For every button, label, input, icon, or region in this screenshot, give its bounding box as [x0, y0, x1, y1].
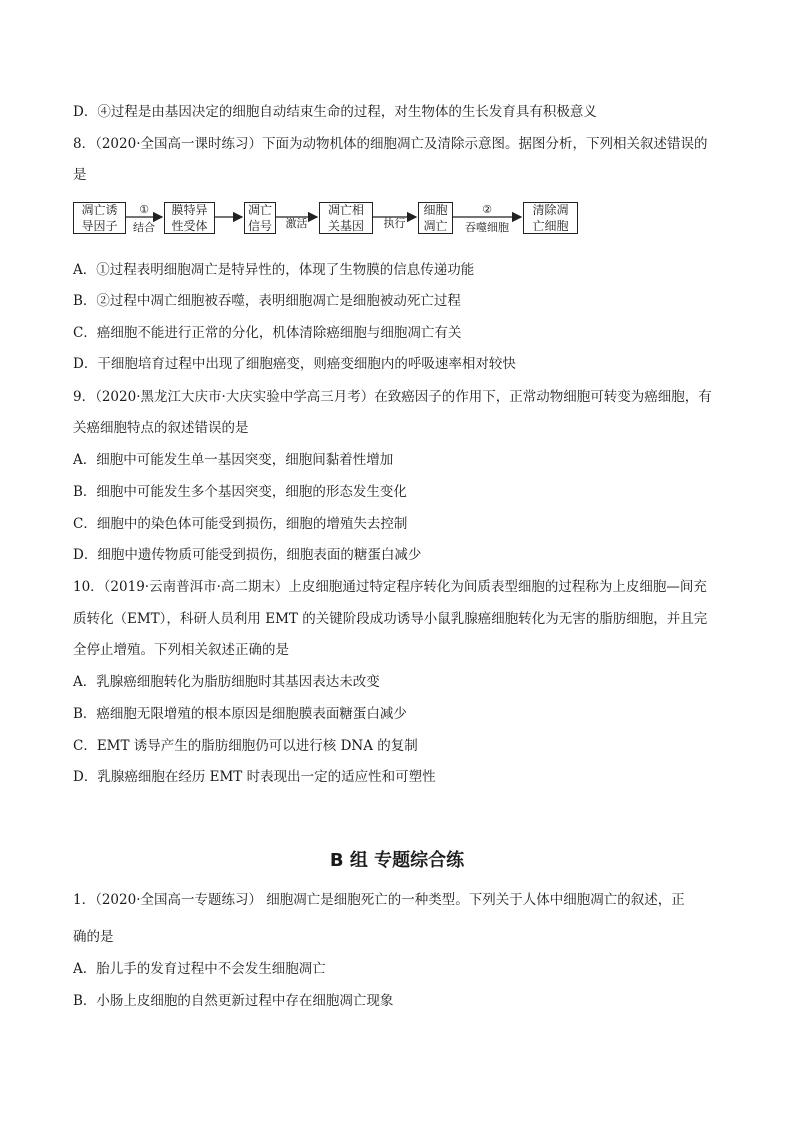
- question-1-stem: 1．（2020·全国高一专题练习） 细胞凋亡是细胞死亡的一种类型。下列关于人体中细胞凋亡的叙述，正: [73, 892, 685, 908]
- question-1-stem: 确的是: [73, 929, 114, 945]
- box-clear-apoptotic-cell: 清除凋 亡细胞: [523, 202, 578, 234]
- option-a: A．乳腺癌细胞转化为脂肪细胞时其基因表达未改变: [73, 674, 380, 690]
- option-a: A．胎儿手的发育过程中不会发生细胞凋亡: [73, 961, 326, 977]
- question-8-stem: 是: [73, 167, 87, 183]
- arrow-label-5-bottom: 吞噬细胞: [465, 221, 509, 234]
- arrow-label-1-top: ①: [139, 203, 149, 216]
- question-10-stem: 全停止增殖。下列相关叙述正确的是: [73, 642, 289, 658]
- arrow-label-5-top: ②: [482, 203, 492, 216]
- arrow-label-4-bottom: 执行: [383, 217, 406, 230]
- box-apoptosis-signal: 凋亡 信号: [244, 202, 276, 234]
- question-9-stem: 9．（2020·黑龙江大庆市·大庆实验中学高三月考）在致癌因子的作用下，正常动物细胞可转变为癌细胞，有: [73, 389, 712, 405]
- option-d: D．细胞中遗传物质可能受到损伤，细胞表面的糖蛋白减少: [73, 547, 422, 563]
- option-b: B．细胞中可能发生多个基因突变，细胞的形态发生变化: [73, 484, 407, 500]
- box-apoptosis-genes: 凋亡相 关基因: [319, 202, 373, 234]
- option-d: D．干细胞培育过程中出现了细胞癌变，则癌变细胞内的呼吸速率相对较快: [73, 356, 516, 372]
- question-8-stem: 8．（2020·全国高一课时练习）下面为动物机体的细胞凋亡及清除示意图。据图分析，下列相关叙述错误的: [73, 136, 708, 152]
- box-membrane-receptor: 膜特异 性受体: [164, 202, 215, 234]
- section-title: B 组 专题综合练: [329, 850, 465, 871]
- question-10-stem: 质转化（EMT），科研人员利用 EMT 的关键阶段成功诱导小鼠乳腺癌细胞转化为无害的脂肪细胞，并且完: [73, 611, 708, 627]
- option-b: B．癌细胞无限增殖的根本原因是细胞膜表面糖蛋白减少: [73, 706, 407, 722]
- option-c: C．癌细胞不能进行正常的分化，机体清除癌细胞与细胞凋亡有关: [73, 325, 462, 341]
- option-a: A．细胞中可能发生单一基因突变，细胞间黏着性增加: [73, 452, 394, 468]
- option-c: C．细胞中的染色体可能受到损伤，细胞的增殖失去控制: [73, 516, 408, 532]
- box-cell-apoptosis: 细胞 凋亡: [418, 202, 453, 234]
- arrow-label-1-bottom: 结合: [133, 221, 155, 234]
- option-d: D．乳腺癌细胞在经历 EMT 时表现出一定的适应性和可塑性: [73, 769, 436, 785]
- arrow-label-3-bottom: 激活: [285, 217, 308, 230]
- option-b: B．②过程中凋亡细胞被吞噬，表明细胞凋亡是细胞被动死亡过程: [73, 293, 461, 309]
- option-b: B．小肠上皮细胞的自然更新过程中存在细胞凋亡现象: [73, 993, 394, 1009]
- option-c: C．EMT 诱导产生的脂肪细胞仍可以进行核 DNA 的复制: [73, 738, 418, 754]
- box-apoptosis-inducer: 凋亡诱 导因子: [73, 202, 126, 234]
- question-10-stem: 10．（2019·云南普洱市·高二期末）上皮细胞通过特定程序转化为间质表型细胞的过程称为上皮细胞—间充: [73, 579, 707, 595]
- text-line: D．④过程是由基因决定的细胞自动结束生命的过程，对生物体的生长发育具有积极意义: [73, 104, 597, 120]
- question-9-stem: 关癌细胞特点的叙述错误的是: [73, 420, 249, 436]
- option-a: A．①过程表明细胞凋亡是特异性的，体现了生物膜的信息传递功能: [73, 262, 475, 278]
